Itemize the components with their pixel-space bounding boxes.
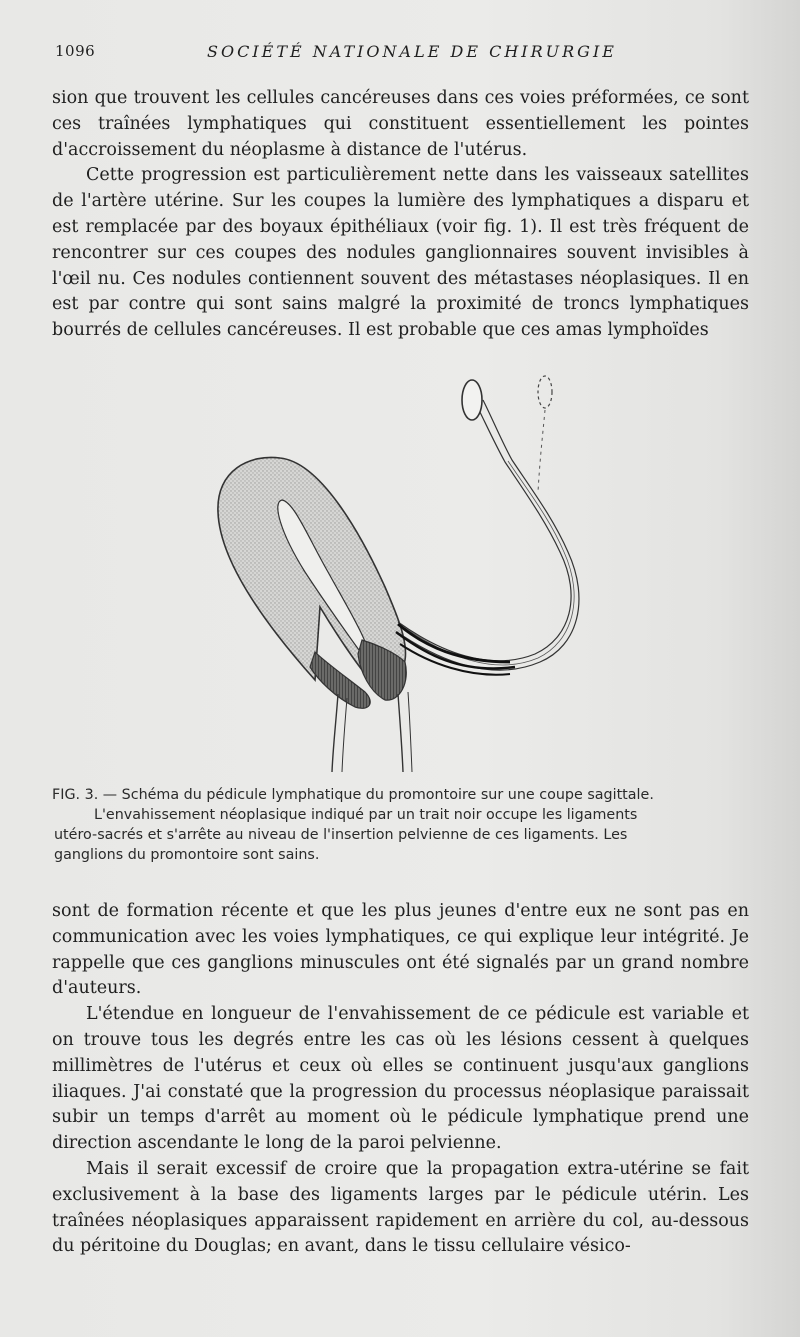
page-number: 1096 (55, 42, 96, 60)
lymphatic-trunk-thin (405, 461, 574, 665)
top-paragraph-2: Cette progression est particulièrement nette dans les vaisseaux satellites de l'artère utérine. Sur les coupes la lumière des lymphatiques a disparu et est remplacée par des boyaux épithéliaux (voir fig. 1). Il est très fréquent de rencontrer sur ces coupes des nodules ganglionnaires souvent invisibles à l'œil nu. Ces nodules contiennent souvent des métastases néoplasiques. Il en est par contre qui sont sains malgré la proximité de troncs lymphatiques bourrés de cellules cancéreuses. Il est probable que ces amas lymphoïdes (52, 165, 749, 341)
promontory-ganglion (462, 380, 482, 420)
vagina-anterior-wall (332, 694, 338, 772)
bottom-text-block (52, 899, 749, 1260)
dashed-ganglion-outline (538, 376, 552, 408)
caption-title-line (52, 785, 749, 805)
figure-label: FIG. 3. — (52, 787, 118, 803)
vagina-posterior-wall (398, 694, 403, 772)
figure-title: Schéma du pédicule lymphatique du promontoire sur une coupe sagittale. (121, 787, 654, 803)
vagina-anterior-wall-inner (342, 698, 347, 772)
vagina-posterior-wall-inner (408, 692, 412, 772)
utero-sacral-ligament-outer (398, 402, 571, 661)
utero-sacral-ligament-inner (400, 400, 579, 670)
caption-line-3: ganglions du promontoire sont sains. (54, 847, 320, 863)
figure-3-diagram (210, 362, 600, 772)
figure-caption (52, 785, 749, 865)
top-paragraph-1: sion que trouvent les cellules cancéreuses dans ces voies préformées, ce sont ces traînées lymphatiques qui constituent essentiellement les pointes d'accroissement du néoplasme à distance de l'utérus. (52, 88, 749, 160)
caption-line-1: L'envahissement néoplasique indiqué par un trait noir occupe les ligaments (94, 807, 638, 823)
running-title: SOCIÉTÉ NATIONALE DE CHIRURGIE (207, 42, 617, 61)
bottom-paragraph-1: sont de formation récente et que les plus jeunes d'entre eux ne sont pas en communication avec les voies lymphatiques, ce qui explique leur intégrité. Je rappelle que ces ganglions minuscules ont été signalés par un grand nombre d'auteurs. (52, 901, 749, 999)
caption-line-2: utéro-sacrés et s'arrête au niveau de l'insertion pelvienne de ces ligaments. Les (54, 827, 628, 843)
bottom-paragraph-2: L'étendue en longueur de l'envahissement de ce pédicule est variable et on trouve tous les degrés entre les cas où les lésions cessent à quelques millimètres de l'utérus et ceux où elles se continuent jusqu'aux ganglions iliaques. J'ai constaté que la progression du processus néoplasique paraissait subir un temps d'arrêt au moment où le pédicule lymphatique prend une direction ascendante le long de la paroi pelvienne. (52, 1004, 749, 1154)
top-text-block (52, 86, 749, 344)
bottom-paragraph-3: Mais il serait excessif de croire que la propagation extra-utérine se fait exclusivement à la base des ligaments larges par le pédicule utérin. Les traînées néoplasiques apparaissent rapidement en arrière du col, au-dessous du péritoine du Douglas; en avant, dans le tissu cellulaire vésico- (52, 1158, 749, 1257)
caption-body (52, 805, 749, 865)
dashed-vessel (538, 410, 545, 492)
lymphatic-pedicle-drawing (210, 362, 600, 772)
